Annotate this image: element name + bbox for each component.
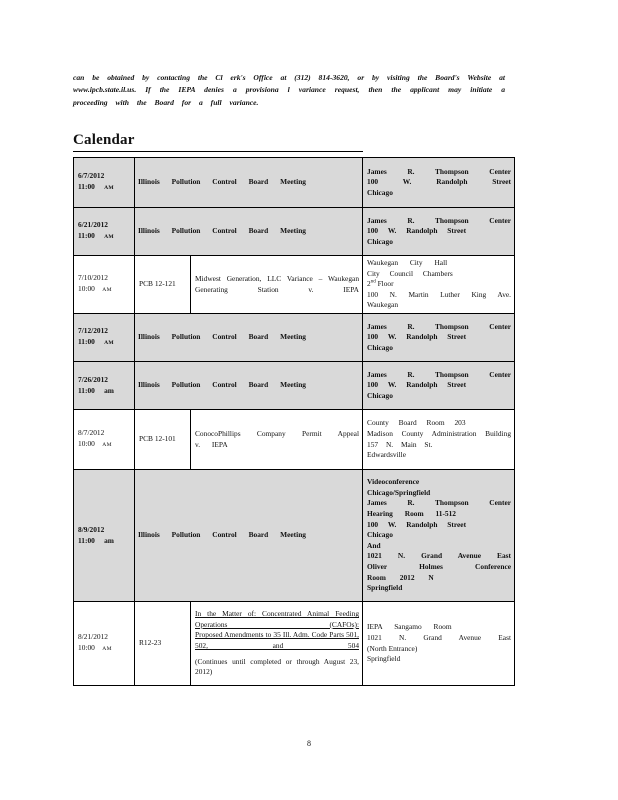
event-time: 10:00 <box>78 284 95 293</box>
continuation-note: (Continues until completed or through August 23, 2012) <box>195 656 360 677</box>
location-cell <box>363 362 515 410</box>
location-line: Room 2012 N <box>367 572 434 582</box>
event-date: 7/10/2012 <box>78 273 108 283</box>
location-cell <box>363 256 515 314</box>
event-date: 6/7/2012 <box>78 171 105 181</box>
event-description: Midwest Generation, LLC Variance – Waukegan Generating Station v. IEPA <box>191 256 363 314</box>
event-time: 11:00 <box>78 337 95 346</box>
date-cell <box>74 208 135 256</box>
event-ampm: AM <box>104 185 115 191</box>
location-line: Edwardsville <box>367 450 407 460</box>
intro-paragraph <box>73 72 505 109</box>
event-title: Illinois Pollution Control Board Meeting <box>135 362 363 410</box>
location-line: James R. Thompson Center <box>367 369 512 379</box>
event-time: 10:00 <box>78 439 95 448</box>
location-line: Chicago <box>367 342 393 352</box>
location-line: Chicago <box>367 187 393 197</box>
location-line: nd <box>370 279 376 285</box>
rulemaking-title: In the Matter of: Concentrated Animal Feeding Operations (CAFOs): <box>195 609 360 629</box>
case-number: R12-23 <box>135 602 191 686</box>
event-title: Illinois Pollution Control Board Meeting <box>135 158 363 208</box>
event-date: 8/21/2012 <box>78 632 108 642</box>
calendar-row <box>74 410 515 470</box>
date-cell <box>74 256 135 314</box>
case-number: PCB 12-101 <box>135 410 191 470</box>
event-date: 7/26/2012 <box>78 374 108 384</box>
location-line: 100 N. Martin Luther King Ave. <box>367 289 512 299</box>
calendar-row <box>74 256 515 314</box>
date-cell <box>74 362 135 410</box>
location-line: James R. Thompson Center <box>367 321 512 331</box>
location-line: Chicago <box>367 236 393 246</box>
location-line: 1021 N. Grand Avenue East <box>367 632 512 642</box>
date-cell <box>74 314 135 362</box>
location-line: And <box>367 540 381 550</box>
page-number: 8 <box>307 739 311 748</box>
location-line: 100 W. Randolph Street <box>367 177 512 187</box>
event-title: Illinois Pollution Control Board Meeting <box>135 470 363 602</box>
location-line: City Council Chambers <box>367 268 453 278</box>
location-line: Waukegan City Hall <box>367 258 448 268</box>
location-cell <box>363 314 515 362</box>
date-cell <box>74 470 135 602</box>
calendar-row <box>74 602 515 686</box>
event-ampm: AM <box>102 287 112 293</box>
location-line: Chicago <box>367 390 393 400</box>
location-cell <box>363 470 515 602</box>
location-line: Chicago/Springfield <box>367 487 431 497</box>
location-line: County Board Room 203 <box>367 418 466 428</box>
location-line: 2 <box>367 279 371 289</box>
location-line: Springfield <box>367 583 403 593</box>
event-ampm: AM <box>102 442 112 448</box>
event-time: 11:00 <box>78 182 95 191</box>
event-date: 7/12/2012 <box>78 326 108 336</box>
event-title: Illinois Pollution Control Board Meeting <box>135 208 363 256</box>
location-line: 100 W. Randolph Street <box>367 226 467 236</box>
calendar-row <box>74 158 515 208</box>
location-line: Chicago <box>367 530 393 540</box>
case-number: PCB 12-121 <box>135 256 191 314</box>
calendar-row <box>74 362 515 410</box>
location-line: 157 N. Main St. <box>367 439 433 449</box>
intro-line: www.ipcb.state.il.us. If the IEPA denies a provisiona l variance request, then the applicant may initiate a <box>73 85 505 95</box>
event-description <box>191 602 363 686</box>
date-cell <box>74 602 135 686</box>
event-time: 11:00 <box>78 385 95 395</box>
event-description: ConocoPhillips Company Permit Appeal v. IEPA <box>191 410 363 470</box>
event-date: 8/7/2012 <box>78 428 105 438</box>
date-cell <box>74 410 135 470</box>
calendar-row <box>74 208 515 256</box>
calendar-heading: Calendar <box>73 132 363 152</box>
event-time: 11:00 <box>78 535 95 545</box>
location-line: James R. Thompson Center <box>367 498 512 508</box>
event-date: 6/21/2012 <box>78 220 108 230</box>
calendar-row <box>74 314 515 362</box>
location-line: 100 W. Randolph Street <box>367 519 467 529</box>
location-line: Waukegan <box>367 300 399 310</box>
location-cell <box>363 208 515 256</box>
date-cell <box>74 158 135 208</box>
location-line: (North Entrance) <box>367 643 418 653</box>
intro-line: proceeding with the Board for a full variance. <box>73 97 259 107</box>
intro-line: can be obtained by contacting the Cl erk's Office at (312) 814-3620, or by visiting the Board's Website at <box>73 73 505 82</box>
event-date: 8/9/2012 <box>78 524 105 534</box>
event-ampm: am <box>104 535 114 545</box>
event-time: 11:00 <box>78 231 95 240</box>
event-ampm: AM <box>104 340 115 346</box>
calendar-table <box>73 157 515 686</box>
location-line: Videoconference <box>367 477 420 487</box>
location-line: 100 W. Randolph Street <box>367 380 467 390</box>
event-ampm: AM <box>102 646 112 652</box>
location-line: Oliver Holmes Conference <box>367 561 512 571</box>
rulemaking-subtitle: Proposed Amendments to 35 Ill. Adm. Code Parts 501, 502, and 504 <box>195 630 360 650</box>
location-line: Floor <box>375 279 394 289</box>
location-line: Hearing Room 11-512 <box>367 509 456 519</box>
event-ampm: AM <box>104 234 115 240</box>
calendar-row <box>74 470 515 602</box>
location-line: Madison County Administration Building <box>367 428 512 438</box>
location-line: James R. Thompson Center <box>367 166 512 176</box>
event-title: Illinois Pollution Control Board Meeting <box>135 314 363 362</box>
event-ampm: am <box>104 385 114 395</box>
location-cell <box>363 602 515 686</box>
location-cell <box>363 410 515 470</box>
location-line: James R. Thompson Center <box>367 215 512 225</box>
location-line: IEPA Sangamo Room <box>367 622 452 632</box>
location-line: 100 W. Randolph Street <box>367 332 467 342</box>
location-cell <box>363 158 515 208</box>
event-time: 10:00 <box>78 643 95 652</box>
location-line: Springfield <box>367 654 401 664</box>
location-line: 1021 N. Grand Avenue East <box>367 551 512 561</box>
